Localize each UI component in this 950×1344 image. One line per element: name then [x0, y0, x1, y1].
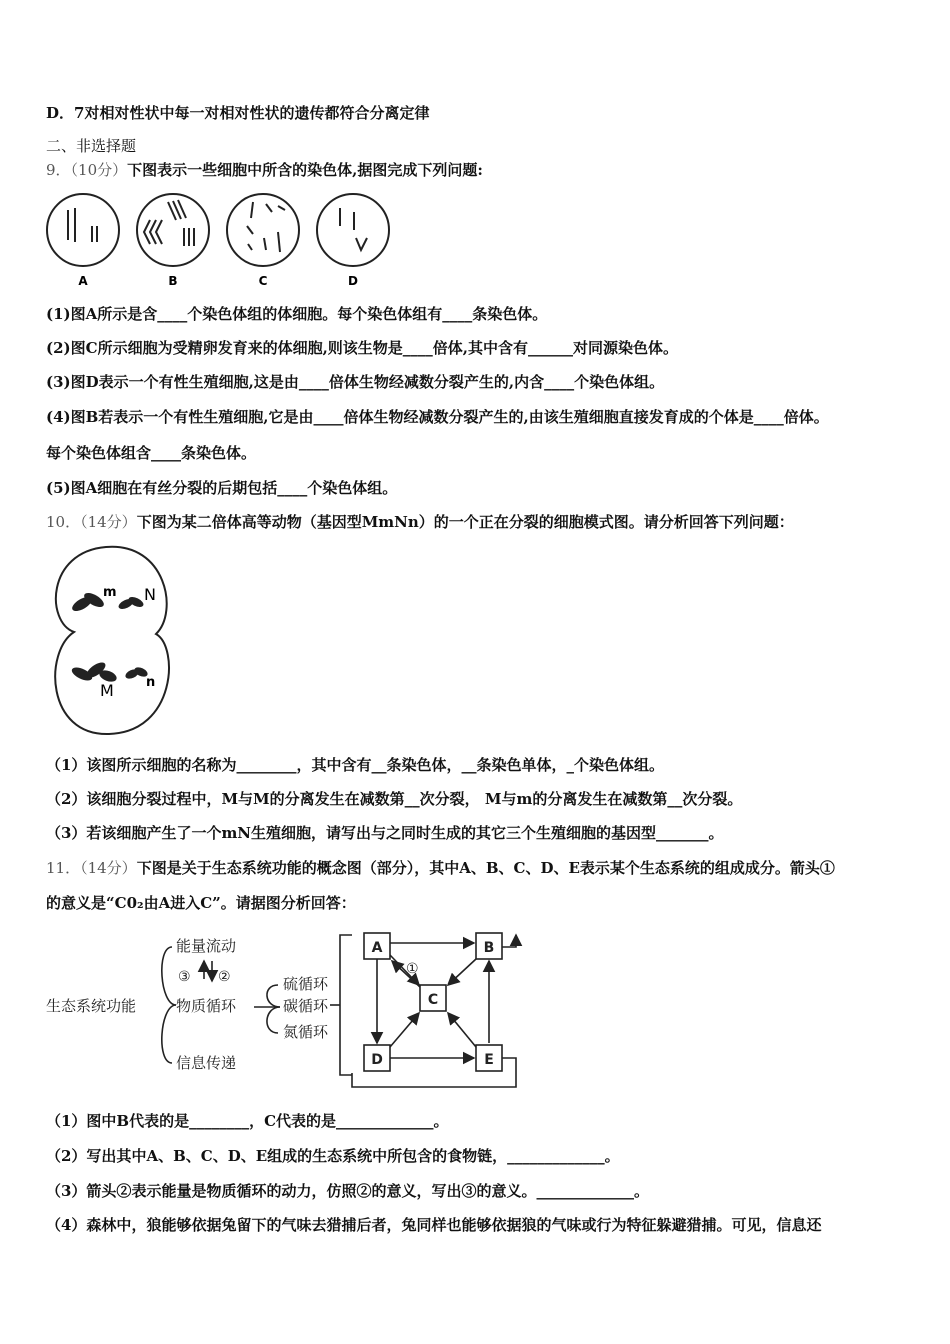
q9-score: （10分）: [70, 161, 128, 179]
cell-c: [227, 194, 299, 266]
diag-cycle-s: 硫循环: [283, 975, 329, 993]
diag-energy: 能量流动: [176, 937, 237, 955]
node-a-label: A: [371, 940, 383, 956]
q11-stem-1: [46, 858, 910, 878]
cell-a: [47, 194, 119, 266]
label-c: C: [258, 274, 268, 288]
q11-stem-text-1: 下图是关于生态系统功能的概念图（部分），其中A、B、C、D、E表示某个生态系统的组成成分。箭头①: [136, 859, 835, 877]
diag-arrow-1: ①: [406, 961, 419, 977]
node-d-label: D: [371, 1052, 383, 1068]
q9-sub-2: (2)图C所示细胞为受精卵发育来的体细胞,则该生物是____倍体,其中含有______对同源染色体。: [46, 339, 679, 357]
q11-sub-2: （2）写出其中A、B、C、D、E组成的生态系统中所包含的食物链，_____________。: [46, 1147, 620, 1165]
gene-m: m: [103, 585, 117, 600]
q9-stem: [46, 160, 910, 180]
diag-root: 生态系统功能: [46, 997, 137, 1015]
diag-arrow-3: ③: [178, 969, 191, 985]
q11-diagram: [40, 925, 540, 1100]
q10-number: 10．: [46, 513, 81, 531]
q9-sub-5: (5)图A细胞在有丝分裂的后期包括____个染色体组。: [46, 479, 398, 497]
q11-score: （14分）: [80, 859, 137, 877]
node-e-label: E: [484, 1052, 494, 1068]
cell-b: [137, 194, 209, 266]
node-c-label: C: [427, 992, 439, 1008]
q9-stem-text: 下图表示一些细胞中所含的染色体,据图完成下列问题:: [127, 161, 483, 179]
diag-cycle-c: 碳循环: [283, 997, 329, 1015]
q11-sub-3: （3）箭头②表示能量是物质循环的动力，仿照②的意义，写出③的意义。_____________。: [46, 1182, 649, 1200]
option-d: D．7对相对性状中每一对相对性状的遗传都符合分离定律: [46, 104, 430, 122]
label-a: A: [78, 274, 88, 288]
q11-sub-1: （1）图中B代表的是________，C代表的是_____________。: [46, 1112, 449, 1130]
q10-score: （14分）: [80, 513, 137, 531]
q10-sub-1: （1）该图所示细胞的名称为________，其中含有__条染色体，__条染色单体，_个染色体组。: [46, 756, 664, 774]
q10-sub-2: （2）该细胞分裂过程中，M与M的分离发生在减数第__次分裂， M与m的分离发生在减数第__次分裂。: [46, 790, 743, 808]
diag-material: 物质循环: [176, 997, 237, 1015]
q10-sub-3: （3）若该细胞产生了一个mN生殖细胞，请写出与之同时生成的其它三个生殖细胞的基因型_______。: [46, 824, 724, 842]
node-b-label: B: [483, 940, 495, 956]
gene-n: n: [146, 675, 156, 690]
diag-cycle-n: 氮循环: [283, 1023, 329, 1041]
q9-sub-1: (1)图A所示是含____个染色体组的体细胞。每个染色体组有____条染色体。: [46, 305, 548, 323]
q10-stem-text: 下图为某二倍体高等动物（基因型MmNn）的一个正在分裂的细胞模式图。请分析回答下列问题：: [136, 513, 794, 531]
gene-M: M: [100, 681, 114, 700]
q9-figure: [40, 190, 400, 290]
diag-info: 信息传递: [176, 1054, 237, 1072]
q10-figure: [44, 542, 184, 742]
q9-sub-4: (4)图B若表示一个有性生殖细胞,它是由____倍体生物经减数分裂产生的,由该生殖细胞直接发育成的个体是____倍体。: [46, 408, 829, 426]
q11-sub-4: （4）森林中，狼能够依据兔留下的气味去猎捕后者，兔同样也能够依据狼的气味或行为特征躲避猎捕。可见，信息还: [46, 1216, 822, 1234]
q9-sub-3: (3)图D表示一个有性生殖细胞,这是由____倍体生物经减数分裂产生的,内含____个染色体组。: [46, 373, 665, 391]
gene-N: N: [144, 585, 156, 604]
diag-arrow-2: ②: [218, 969, 231, 985]
label-d: D: [348, 274, 358, 288]
q10-stem: [46, 512, 910, 532]
q11-number: 11．: [46, 859, 81, 877]
q9-number: 9．: [46, 161, 71, 179]
label-b: B: [168, 274, 178, 288]
section-title: 二、非选择题: [46, 137, 137, 155]
q9-sub-4b: 每个染色体组含____条染色体。: [46, 444, 257, 462]
q11-stem-2: 的意义是“C0₂由A进入C”。请据图分析回答：: [46, 894, 356, 912]
